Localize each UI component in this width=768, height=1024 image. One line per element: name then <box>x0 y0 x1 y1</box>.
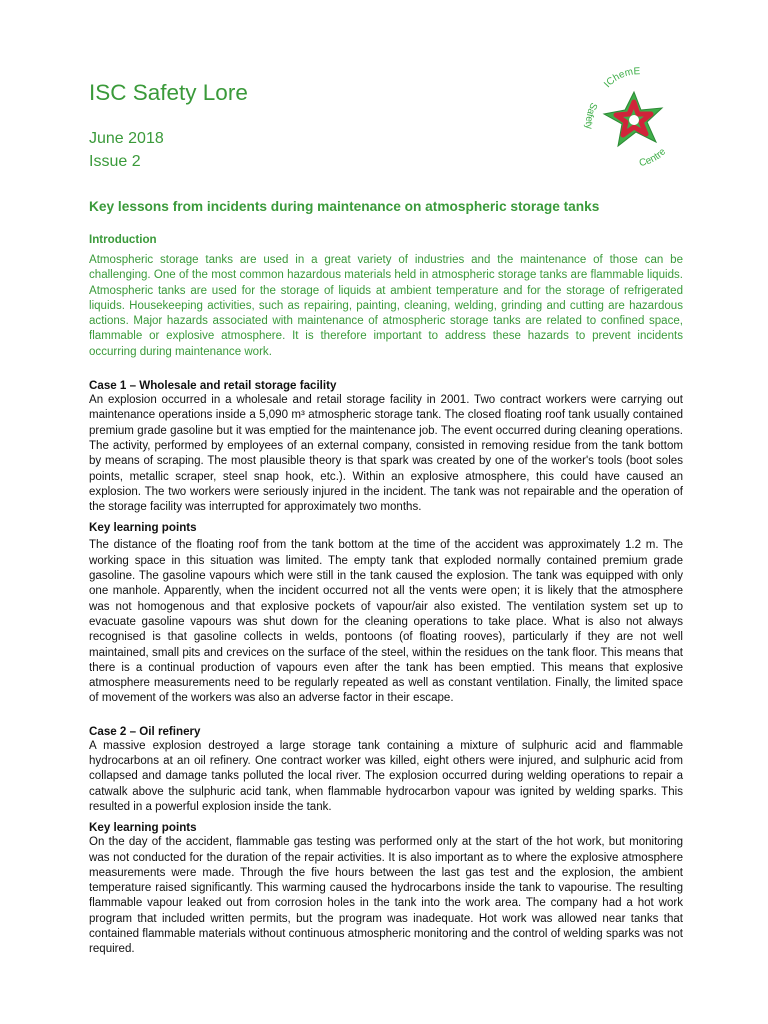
logo-text-right: Centre <box>638 146 669 170</box>
publication-date: June 2018 <box>89 130 164 147</box>
case2-learning-heading: Key learning points <box>89 821 197 835</box>
article-body <box>89 198 683 958</box>
case1-heading: Case 1 – Wholesale and retail storage facility <box>89 379 337 393</box>
case1-learning-text: The distance of the floating roof from the tank bottom at the time of the accident was approximately 1.2 m. The working space in this situation was limited. The empty tank that exploded normally contained premium grade gasoline. The gasoline vapours which were still in the tank caused the explosion. The tank was equipped with only one manhole. Apparently, when the incident occurred not all the vents were open; it is likely that the atmosphere was not homogenous and that explosive pockets of vapour/air also existed. The ventilation system set up to evacuate gasoline vapours was shut down for the cleaning operations to take place. What is also not always recognised is that gasoline collects in welds, pontoons (of floating rooves), particularly if they are not well maintained, small pits and crevices on the surface of the steel, within the residues on the tank floor. This means that there is a continual production of vapours even after the tank has been emptied. This means that explosive atmosphere measurements need to be regularly repeated as well as constant ventilation. Finally, the limited space of movement of the workers was also an adverse factor in their escape. <box>89 539 683 705</box>
article-headline: Key lessons from incidents during maintenance on atmospheric storage tanks <box>89 199 600 214</box>
issue-number: Issue 2 <box>89 153 141 170</box>
case2-learning-text: On the day of the accident, flammable gas testing was performed only at the start of the hot work, but monitoring was not conducted for the duration of the repair activities. It is also important as to where the explosive atmosphere measurements were made. Through the five hours between the last gas test and the explosion, the ambient temperature raised significantly. This warming caused the hydrocarbons inside the tank to vapourise. The resulting flammable vapour leaked out from corrosion holes in the tank into the work area. The company had a hot work program that included written permits, but the program was inadequate. Hot work was allowed near tanks that contained flammable materials without continuous atmospheric monitoring and the control of welding sparks was not required. <box>89 836 683 956</box>
logo-text-left: Safety <box>582 100 600 130</box>
case1-learning-heading: Key learning points <box>89 521 197 535</box>
case2-heading: Case 2 – Oil refinery <box>89 724 201 738</box>
logo-text-top: IChemE <box>602 66 641 91</box>
case2-text: A massive explosion destroyed a large storage tank containing a mixture of sulphuric acid and flammable hydrocarbons at an oil refinery. One contract worker was killed, eight others were injured, and sulphuric acid from collapsed and damage tanks polluted the local river. The explosion occurred during welding operations to repair a catwalk above the sulphuric acid tank, when flammable hydrocarbon vapour was ignited by welding sparks. This resulted in a powerful explosion inside the tank. <box>89 739 683 813</box>
introduction-text: Atmospheric storage tanks are used in a great variety of industries and the maintenance of those can be challenging. One of the most common hazardous materials held in atmospheric storage tanks are flammable liquids. Atmospheric tanks are used for the storage of liquids at ambient temperature and for the storage of refrigerated liquids. Housekeeping activities, such as repairing, painting, cleaning, welding, grinding and cutting are hazardous actions. Major hazards associated with maintenance of atmospheric storage tanks are related to confined space, flammable or explosive atmosphere. It is therefore important to address these hazards to prevent incidents occurring during maintenance work. <box>89 254 683 358</box>
page-title: ISC Safety Lore <box>89 80 248 105</box>
introduction-heading: Introduction <box>89 233 157 246</box>
logo-star <box>604 92 662 146</box>
icheme-safety-centre-logo <box>578 64 690 176</box>
case1-text: An explosion occurred in a wholesale and retail storage facility in 2001. Two contract workers were carrying out maintenance operations inside a 5,090 m³ atmospheric storage tank. The closed floating roof tank usually contained premium grade gasoline but it was emptied for the maintenance job. The event occurred during cleaning operations. The activity, performed by employees of an external company, consisted in removing residue from the tank bottom by means of scraping. The most plausible theory is that spark was created by one of the worker's tools (boot soles points, metallic scraper, steel snap hook, etc.). Within an explosive atmosphere, this could have caused an explosion. The two workers were seriously injured in the incident. The tank was not repairable and the operation of the storage facility was interrupted for approximately two months. <box>89 394 683 514</box>
